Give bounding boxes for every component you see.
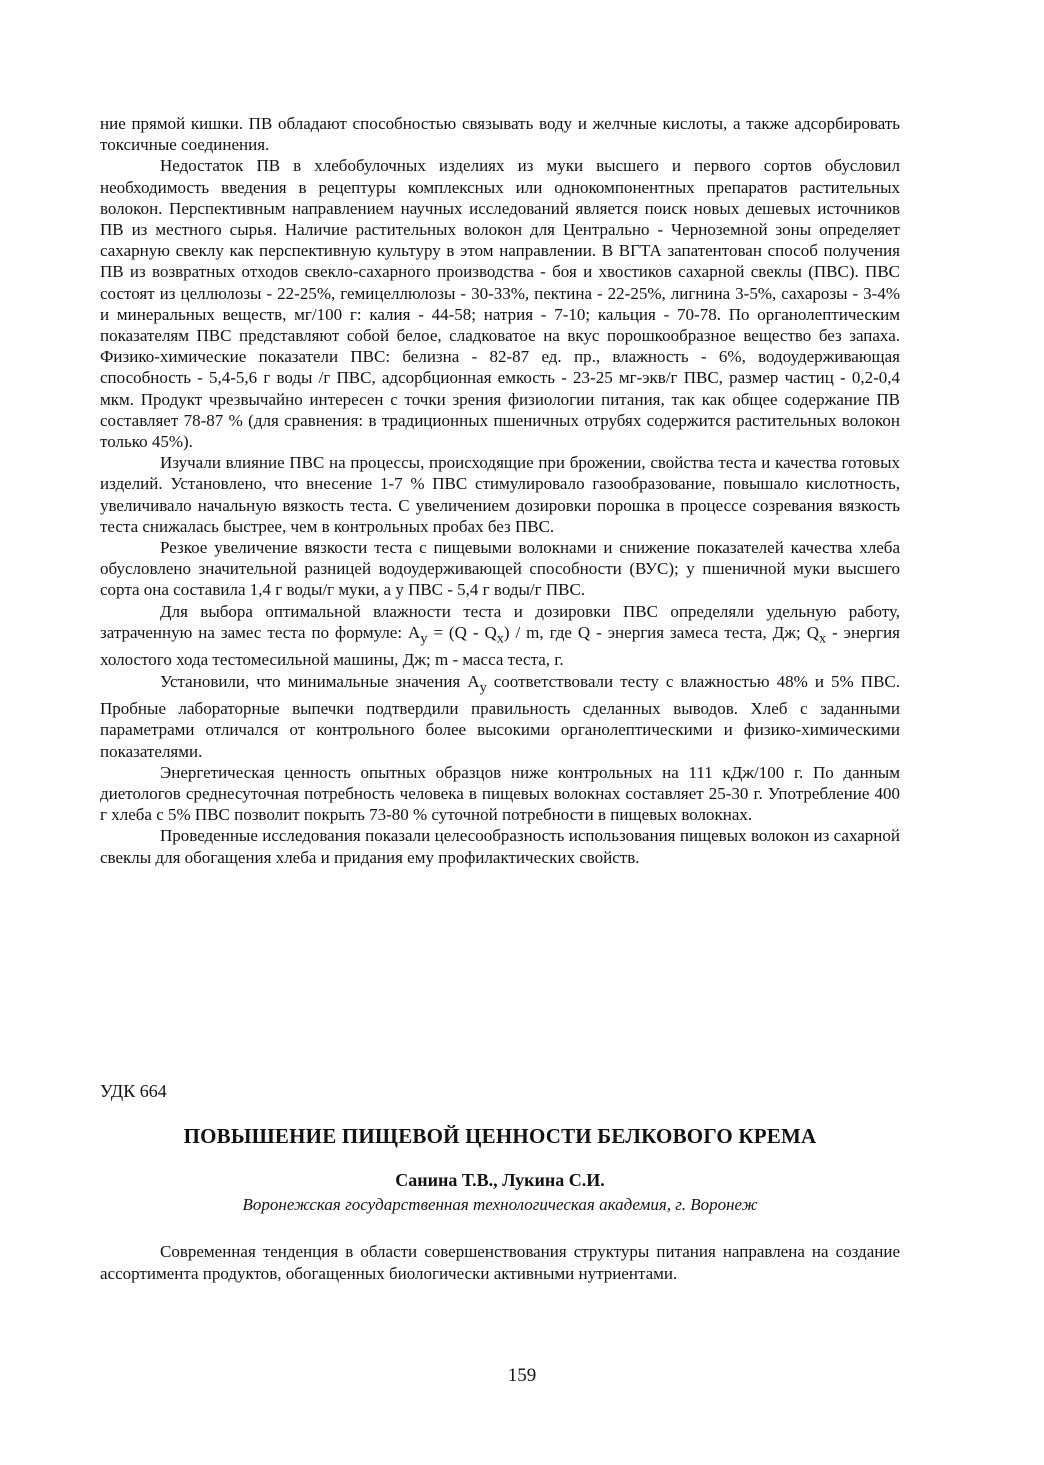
results-text-after: соответствовали тесту с влажностью 48% и 5% ПВС. Пробные лабораторные выпечки подтвердили правильность сделанных выводов. Хлеб с заданными параметрами отличался от контрольного более высокими органолептическими и физико-химическими показателями. [100,671,900,761]
abstract-paragraph: Современная тенденция в области совершенствования структуры питания направлена на создание ассортимента продуктов, обогащенных биологически активными нутриентами. [100,1242,900,1283]
paragraph-conclusion: Проведенные исследования показали целесообразность использования пищевых волокон из сахарной свеклы для обогащения хлеба и придания ему профилактических свойств. [100,826,900,867]
formula-text-after: - энергия холостого хода тестомесильной машины, Дж; m - масса теста, г. [100,622,900,670]
formula-subscript-x: x [496,630,504,647]
page-number: 159 [507,1365,537,1386]
paragraph-1: ние прямой кишки. ПВ обладают способностью связывать воду и желчные кислоты, а также адсорбировать токсичные соединения. [100,114,900,155]
formula-subscript-y: y [420,630,428,647]
paragraph-energy: Энергетическая ценность опытных образцов ниже контрольных на 111 кДж/100 г. По данным диетологов среднесуточная потребность человека в пищевых волокнах составляет 25-30 г. Употребление 400 г хлеба с 5% ПВС позволит покрыть 73-80 % суточной потребности в пищевых волокнах. [100,762,900,825]
article-authors: Санина Т.В., Лукина С.И. [395,1170,605,1190]
paragraph-4: Резкое увеличение вязкости теста с пищевыми волокнами и снижение показателей качества хлеба обусловлено значительной разницей водоудерживающей способности (ВУС); у пшеничной муки высшего сорта она составила 1,4 г воды/г муки, а у ПВС - 5,4 г воды/г ПВС. [100,538,900,600]
formula-text-mid2: ) / m, где Q - энергия замеса теста, Дж; Q [503,622,819,642]
udk-code: УДК 664 [100,1081,167,1101]
article-title: ПОВЫШЕНИЕ ПИЩЕВОЙ ЦЕННОСТИ БЕЛКОВОГО КРЕМА [183,1124,817,1148]
formula-text-mid1: = (Q - Q [427,622,497,642]
formula-subscript-x2: x [818,630,827,647]
article-affiliation: Воронежская государственная технологическая академия, г. Воронеж [242,1195,758,1214]
article-abstract [100,1241,900,1284]
formula-text-before: Для выбора оптимальной влажности теста и дозировки ПВС определяли удельную работу, затраченную на замес теста по формуле: A [100,601,900,642]
results-subscript-y: y [479,679,487,696]
results-text-before: Установили, что минимальные значения A [160,671,480,691]
body-text [100,113,900,868]
paragraph-2: Недостаток ПВ в хлебобулочных изделиях из муки высшего и первого сортов обусловил необходимость введения в рецептуры комплексных или однокомпонентных препаратов растительных волокон. Перспективным направлением научных исследований является поиск новых дешевых источников ПВ из местного сырья. Наличие растительных волокон для Центрально - Черноземной зоны определяет сахарную свеклу как перспективную культуру в этом направлении. В ВГТА запатентован способ получения ПВ из возвратных отходов свекло-сахарного производства - боя и хвостиков сахарной свеклы (ПВС). ПВС состоят из целлюлозы - 22-25%, гемицеллюлозы - 30-33%, пектина - 22-25%, лигнина 3-5%, сахарозы - 3-4% и минеральных веществ, мг/100 г: калия - 44-58; натрия - 7-10; кальция - 70-78. По органолептическим показателям ПВС представляют собой белое, сладковатое на вкус порошкообразное вещество без запаха. Физико-химические показатели ПВС: белизна - 82-87 ед. пр., влажность - 6%, водоудерживающая способность - 5,4-5,6 г воды /г ПВС, адсорбционная емкость - 23-25 мг-экв/г ПВС, размер частиц - 0,2-0,4 мкм. Продукт чрезвычайно интересен с точки зрения физиологии питания, так как общее содержание ПВ составляет 78-87 % (для сравнения: в традиционных пшеничных отрубях содержится растительных волокон только 45%). [100,156,900,452]
paragraph-results [100,671,900,762]
paragraph-formula [100,601,900,671]
paragraph-3: Изучали влияние ПВС на процессы, происходящие при брожении, свойства теста и качества готовых изделий. Установлено, что внесение 1-7 % ПВС стимулировало газообразование, повышало кислотность, увеличивало начальную вязкость теста. С увеличением дозировки порошка в процессе созревания вязкость теста снижалась быстрее, чем в контрольных пробах без ПВС. [100,453,900,536]
